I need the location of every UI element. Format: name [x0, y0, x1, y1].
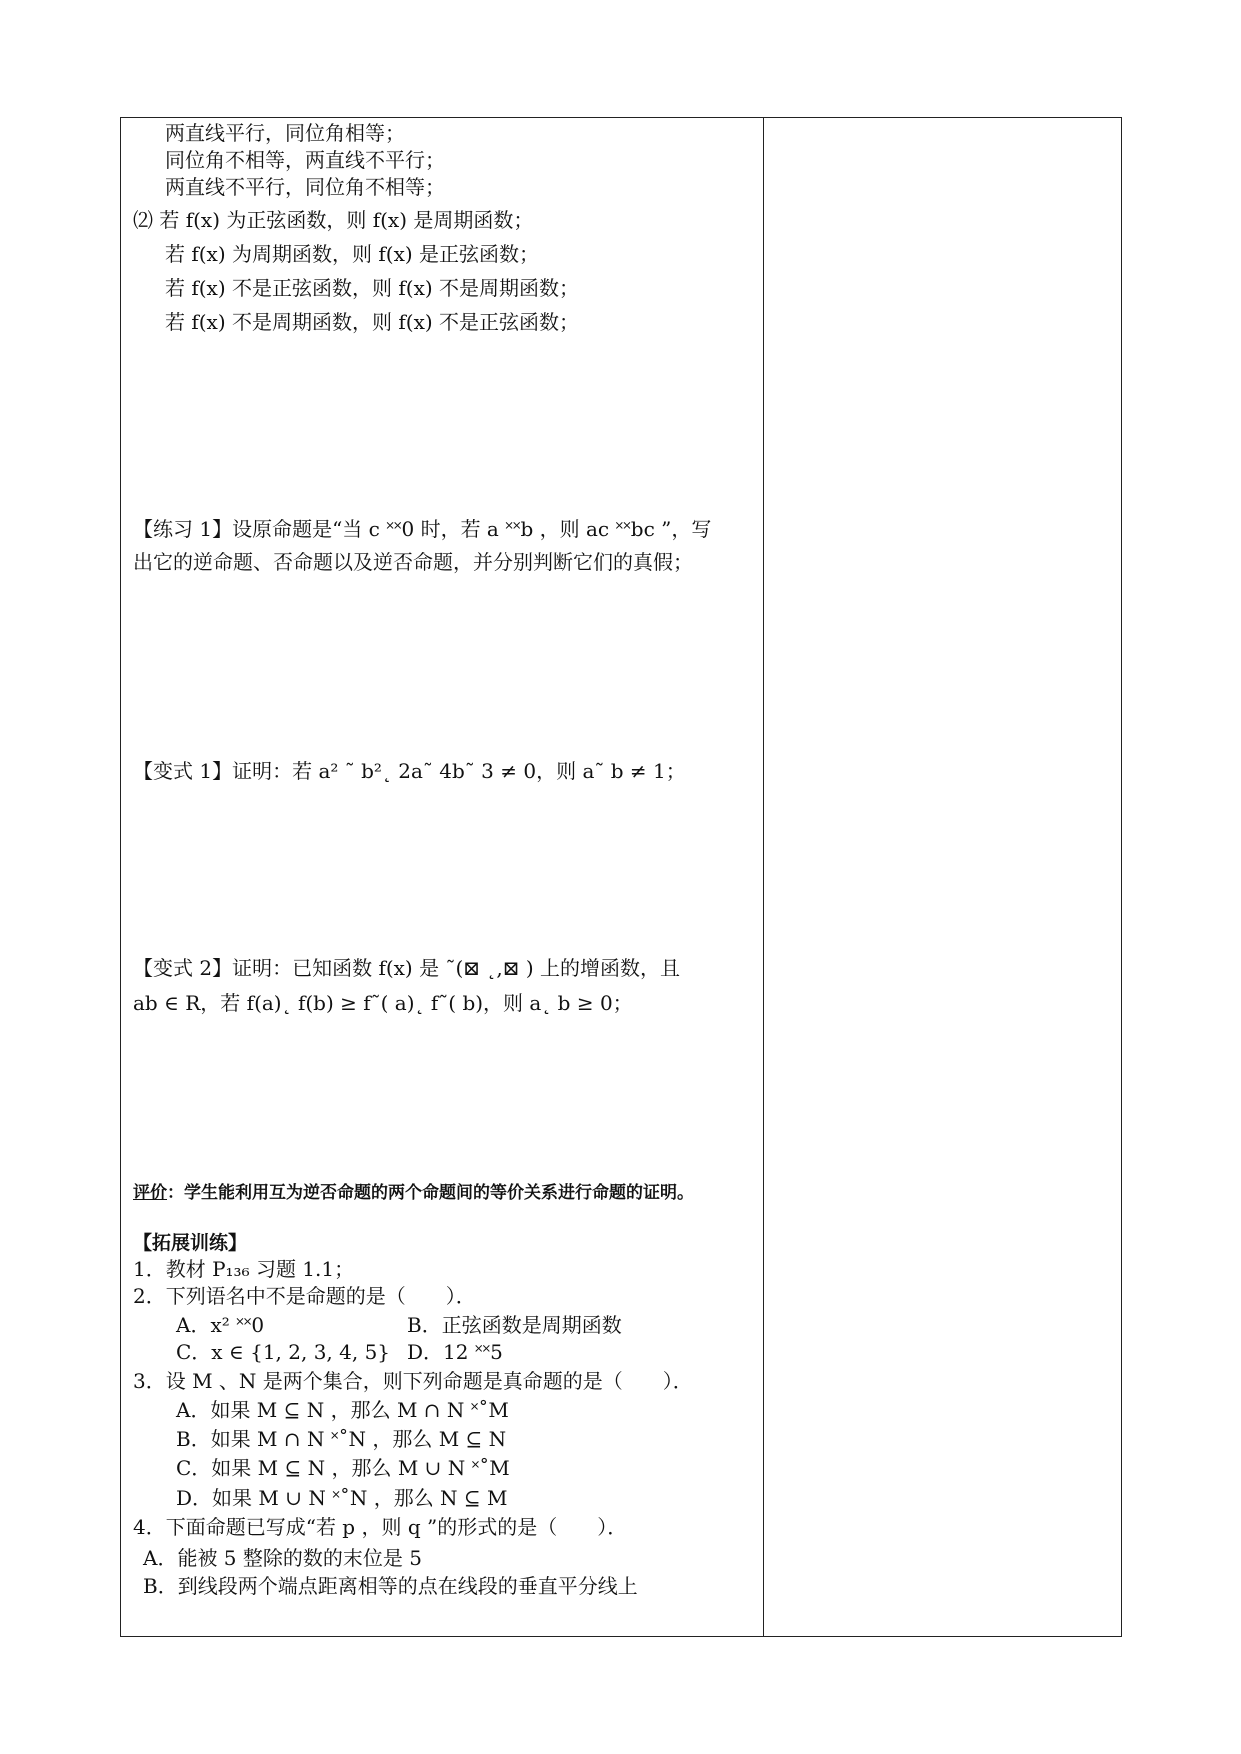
- variant-2-line: ab ∈ R，若 f(a)˛ f(b) ≥ f˜( a)˛ f˜( b)，则 a˛ b ≥ 0；: [133, 991, 633, 1015]
- text-line: ⑵ 若 f(x) 为正弦函数，则 f(x) 是周期函数；: [133, 208, 534, 232]
- question-2-option-c: C．x ∈ {1, 2, 3, 4, 5}: [176, 1340, 391, 1364]
- document-table: [120, 117, 1122, 1637]
- question-2-option-d: D．12 ˟˟5: [407, 1340, 503, 1364]
- question-2: 2．下列语名中不是命题的是（ ）．: [133, 1284, 476, 1308]
- evaluation-text: ：学生能利用互为逆否命题的两个命题间的等价关系进行命题的证明。: [167, 1183, 694, 1203]
- question-4: 4．下面命题已写成“若 p ，则 q ”的形式的是（ ）．: [133, 1515, 628, 1539]
- exercise-1-line: 【练习 1】设原命题是“当 c ˟˟0 时，若 a ˟˟b ，则 ac ˟˟bc ”，写: [133, 517, 712, 541]
- question-4-option-b: B．到线段两个端点距离相等的点在线段的垂直平分线上: [143, 1574, 638, 1598]
- question-1: 1．教材 P₁₃₆ 习题 1.1；: [133, 1257, 355, 1281]
- variant-2-line: 【变式 2】证明：已知函数 f(x) 是 ˜(⊠ ˛,⊠ ) 上的增函数，且: [133, 956, 680, 980]
- text-line: 同位角不相等，两直线不平行；: [165, 148, 445, 172]
- content-cell: [121, 118, 763, 1636]
- question-3-option-a: A．如果 M ⊆ N ，那么 M ∩ N ˟˚M: [176, 1398, 509, 1422]
- column-divider: [763, 118, 764, 1636]
- evaluation-line: [133, 1180, 694, 1206]
- evaluation-label: 评价: [133, 1183, 167, 1203]
- text-line: 若 f(x) 为周期函数，则 f(x) 是正弦函数；: [165, 242, 540, 266]
- exercise-1-line: 出它的逆命题、否命题以及逆否命题，并分别判断它们的真假；: [133, 550, 693, 574]
- variant-1-line: 【变式 1】证明：若 a² ˜ b²˛ 2a˜ 4b˜ 3 ≠ 0，则 a˜ b ≠ 1；: [133, 759, 686, 783]
- text-line: 两直线平行，同位角相等；: [165, 121, 405, 145]
- text-line: 若 f(x) 不是正弦函数，则 f(x) 不是周期函数；: [165, 276, 580, 300]
- question-4-option-a: A．能被 5 整除的数的末位是 5: [143, 1546, 422, 1570]
- question-3-option-b: B．如果 M ∩ N ˟˚N ，那么 M ⊆ N: [176, 1427, 507, 1451]
- question-2-option-a: A．x² ˟˟0: [176, 1313, 265, 1337]
- notes-cell: [765, 118, 1121, 1636]
- text-line: 两直线不平行，同位角不相等；: [165, 175, 445, 199]
- extension-heading: 【拓展训练】: [133, 1232, 248, 1254]
- question-2-option-b: B．正弦函数是周期函数: [407, 1313, 622, 1337]
- text-line: 若 f(x) 不是周期函数，则 f(x) 不是正弦函数；: [165, 310, 580, 334]
- question-3-option-d: D．如果 M ∪ N ˟˚N ，那么 N ⊆ M: [176, 1486, 508, 1510]
- question-3-option-c: C．如果 M ⊆ N ，那么 M ∪ N ˟˚M: [176, 1456, 510, 1480]
- question-3: 3．设 M 、N 是两个集合，则下列命题是真命题的是（ ）．: [133, 1369, 693, 1393]
